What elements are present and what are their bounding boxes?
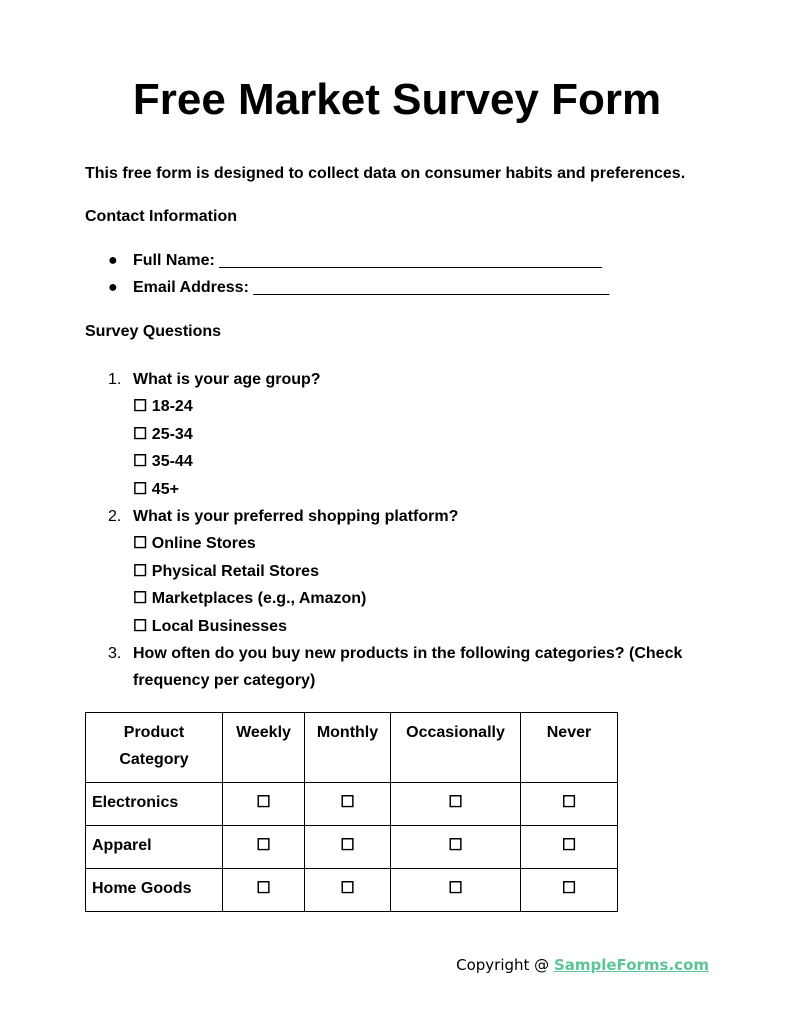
- question-3: 3. How often do you buy new products in the following categories? (Check frequency per category): [108, 645, 683, 690]
- checkbox-cell[interactable]: ☐: [223, 783, 305, 826]
- header-monthly: Monthly: [305, 713, 391, 783]
- checkbox-cell[interactable]: ☐: [305, 826, 391, 869]
- option-checkbox[interactable]: ☐ Online Stores: [133, 535, 256, 553]
- checkbox-cell[interactable]: ☐: [223, 869, 305, 912]
- option-checkbox[interactable]: ☐ Marketplaces (e.g., Amazon): [133, 590, 367, 608]
- category-cell: Electronics: [86, 783, 223, 826]
- option-checkbox[interactable]: ☐ 25-34: [133, 425, 193, 443]
- checkbox-cell[interactable]: ☐: [305, 783, 391, 826]
- contact-heading: Contact Information: [85, 208, 237, 225]
- checkbox-cell[interactable]: ☐: [391, 783, 521, 826]
- sampleforms-link[interactable]: SampleForms.com: [553, 956, 709, 974]
- option-checkbox[interactable]: ☐ Local Businesses: [133, 617, 287, 635]
- table-header-row: [86, 713, 618, 783]
- checkbox-cell[interactable]: ☐: [521, 869, 618, 912]
- question-1: 1. What is your age group?: [108, 371, 321, 388]
- header-category: Product Category: [86, 713, 223, 783]
- checkbox-cell[interactable]: ☐: [223, 826, 305, 869]
- page-title: Free Market Survey Form: [132, 75, 662, 124]
- header-never: Never: [521, 713, 618, 783]
- question-list: [108, 366, 698, 695]
- option-checkbox[interactable]: ☐ 45+: [133, 480, 179, 498]
- full-name-blank[interactable]: ___________________________________________: [219, 252, 602, 269]
- checkbox-cell[interactable]: ☐: [521, 783, 618, 826]
- checkbox-cell[interactable]: ☐: [391, 826, 521, 869]
- survey-heading: Survey Questions: [85, 323, 222, 340]
- email-blank[interactable]: ________________________________________: [253, 279, 610, 296]
- category-cell: Apparel: [86, 826, 223, 869]
- intro-text: This free form is designed to collect data on consumer habits and preferences.: [85, 165, 686, 182]
- table-row: [86, 869, 618, 912]
- checkbox-cell[interactable]: ☐: [305, 869, 391, 912]
- frequency-table: [85, 712, 618, 912]
- checkbox-cell[interactable]: ☐: [521, 826, 618, 869]
- table-row: [86, 783, 618, 826]
- field-email: ● Email Address: ________________________________________: [108, 279, 610, 296]
- header-weekly: Weekly: [223, 713, 305, 783]
- category-cell: Home Goods: [86, 869, 223, 912]
- field-full-name: ● Full Name: ___________________________________________: [108, 252, 602, 269]
- header-occasionally: Occasionally: [391, 713, 521, 783]
- table-row: [86, 826, 618, 869]
- question-2: 2. What is your preferred shopping platform?: [108, 508, 459, 526]
- option-checkbox[interactable]: ☐ Physical Retail Stores: [133, 562, 319, 580]
- option-checkbox[interactable]: ☐ 18-24: [133, 398, 193, 416]
- option-checkbox[interactable]: ☐ 35-44: [133, 453, 193, 471]
- copyright-footer: Copyright @ SampleForms.com: [456, 956, 709, 974]
- checkbox-cell[interactable]: ☐: [391, 869, 521, 912]
